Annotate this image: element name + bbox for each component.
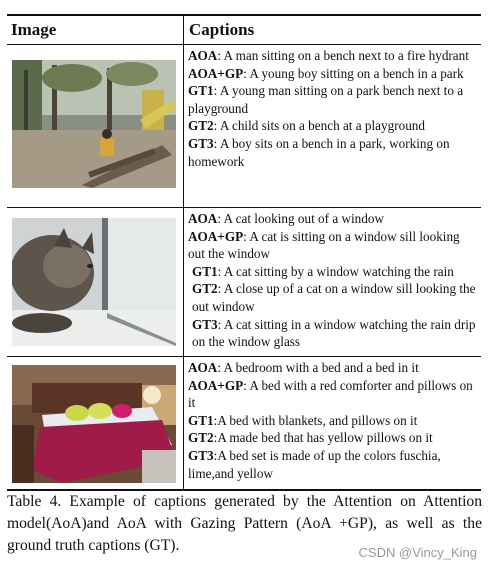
row-rule — [7, 207, 481, 208]
row3-divider — [183, 357, 184, 489]
row-image-bed — [12, 365, 176, 483]
caption-text: : A bed with a red comforter and pillows on it — [188, 377, 473, 411]
caption-label: AOA+GP — [188, 65, 244, 81]
row2-divider — [183, 208, 184, 356]
caption-line — [188, 47, 478, 65]
caption-line — [188, 412, 478, 430]
header-divider — [183, 16, 184, 44]
caption-label: AOA+GP — [188, 377, 244, 393]
caption-line — [188, 316, 478, 351]
caption-line — [188, 117, 478, 135]
caption-line — [188, 82, 478, 117]
caption-label: AOA — [188, 48, 218, 63]
caption-line — [188, 429, 478, 447]
header-image: Image — [11, 20, 57, 39]
caption-label: AOA — [188, 360, 218, 375]
caption-label: GT1 — [192, 263, 218, 279]
table-top-rule — [7, 14, 481, 16]
row-captions-cat — [188, 210, 478, 351]
caption-line — [188, 447, 478, 482]
caption-text: :A made bed that has yellow pillows on it — [213, 430, 433, 446]
caption-text: :A bed set is made of up the colors fuschia, lime,and yellow — [188, 447, 441, 481]
caption-line — [188, 280, 478, 315]
caption-label: GT2 — [192, 281, 218, 297]
row-image-park — [12, 60, 176, 188]
bedroom-photo — [12, 365, 176, 483]
row-rule — [7, 356, 481, 357]
caption-label: GT1 — [188, 412, 214, 428]
caption-text: : A cat sitting by a window watching the rain — [217, 263, 454, 279]
caption-text: : A cat is sitting on a window sill looking out the window — [188, 228, 460, 262]
caption-text: : A boy sits on a bench in a park, working on homework — [188, 135, 450, 169]
caption-text: : A young man sitting on a park bench next to a playground — [188, 83, 464, 116]
caption-label: GT2 — [188, 118, 214, 134]
caption-line — [188, 210, 478, 228]
caption-line — [188, 359, 478, 377]
caption-line — [188, 377, 478, 412]
caption-label: GT1 — [188, 83, 214, 99]
table-caption: Table 4. Example of captions generated by the Attention on Attention model(AoA)and AoA with Gazing Pattern (AoA +GP), as well as the ground truth captions (GT). — [7, 493, 482, 554]
caption-text: : A young boy sitting on a bench in a park — [243, 65, 464, 81]
row-captions-bed — [188, 359, 478, 482]
row-image-cat — [12, 218, 176, 346]
header-rule — [7, 44, 481, 45]
caption-text: : A cat looking out of a window — [217, 211, 384, 226]
caption-text: : A child sits on a bench at a playground — [213, 118, 425, 134]
caption-label: GT2 — [188, 430, 214, 446]
cat-photo — [12, 218, 176, 346]
caption-line — [188, 228, 478, 263]
caption-line — [188, 65, 478, 83]
caption-label: AOA+GP — [188, 228, 244, 244]
caption-label: GT3 — [192, 316, 218, 332]
caption-label: GT3 — [188, 135, 214, 151]
caption-text: : A man sitting on a bench next to a fire hydrant — [217, 48, 469, 63]
row-captions-park — [188, 47, 478, 170]
header-captions: Captions — [189, 20, 255, 39]
row1-divider — [183, 45, 184, 207]
caption-text: : A close up of a cat on a window sill looking the out window — [192, 281, 476, 314]
caption-text: :A bed with blankets, and pillows on it — [213, 412, 418, 428]
caption-label: AOA — [188, 211, 218, 226]
caption-line — [188, 135, 478, 170]
watermark: CSDN @Vincy_King — [358, 545, 477, 560]
caption-text: : A cat sitting in a window watching the rain drip on the window glass — [192, 316, 476, 350]
caption-label: GT3 — [188, 447, 214, 463]
caption-text: : A bedroom with a bed and a bed in it — [217, 360, 419, 375]
caption-line — [188, 263, 478, 281]
park-photo — [12, 60, 176, 188]
